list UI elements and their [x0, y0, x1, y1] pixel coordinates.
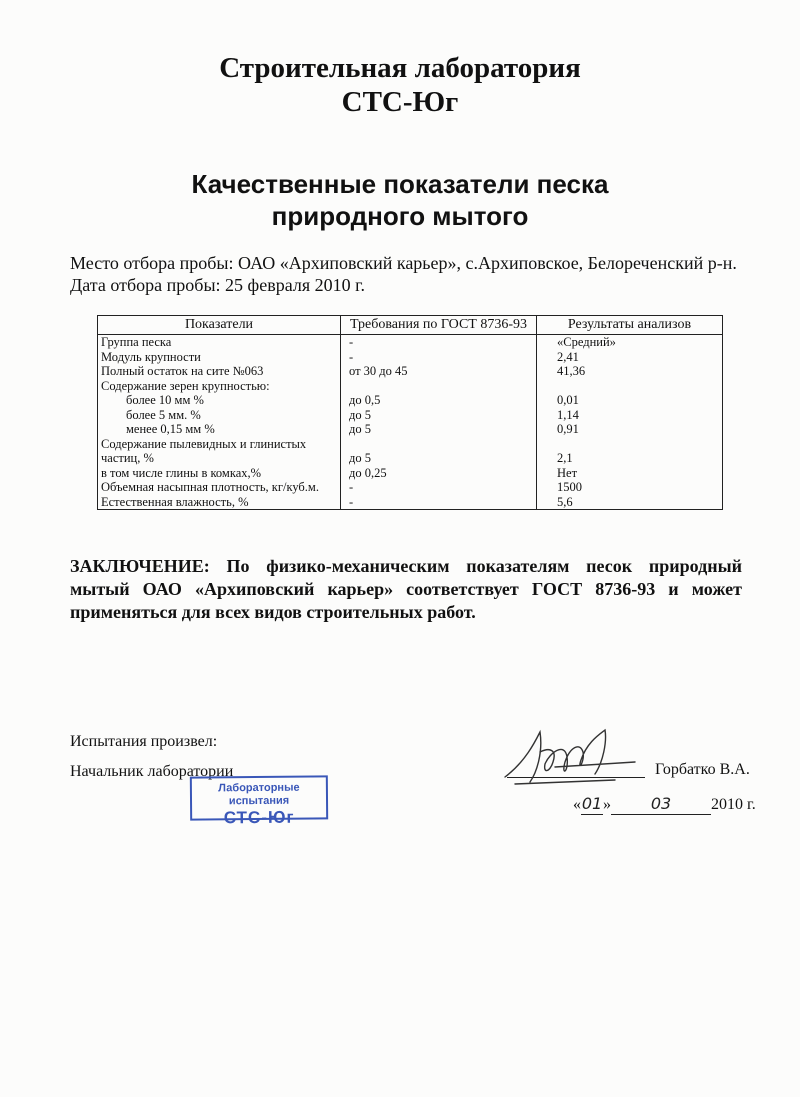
requirement-cell: - [341, 480, 537, 495]
result-cell: 2,1 [537, 451, 723, 466]
date-month: 03 [611, 794, 711, 815]
column-header-requirements: Требования по ГОСТ 8736-93 [341, 316, 537, 335]
column-header-results: Результаты анализов [537, 316, 723, 335]
indicator-cell: Объемная насыпная плотность, кг/куб.м. [98, 480, 341, 495]
result-cell: 1500 [537, 480, 723, 495]
stamp-line1: Лабораторные испытания [218, 781, 300, 808]
table-row [98, 437, 723, 452]
result-cell: «Средний» [537, 335, 723, 350]
conclusion-text: ЗАКЛЮЧЕНИЕ: По физико-механическим показателям песок природный мытый ОАО «Архиповский карьер» соответствует ГОСТ 8736-93 и может применяться для всех видов строительных работ. [70, 556, 742, 622]
column-header-indicators: Показатели [98, 316, 341, 335]
table-row [98, 364, 723, 379]
lab-name-line2: СТС-Юг [341, 86, 459, 118]
table-header-row [98, 316, 723, 335]
requirement-cell: - [341, 335, 537, 350]
table-row [98, 408, 723, 423]
requirement-cell: до 5 [341, 408, 537, 423]
document-title-line1: Качественные показатели песка [191, 169, 609, 199]
table-row [98, 451, 723, 466]
indicator-cell: Полный остаток на сите №063 [98, 364, 341, 379]
lab-name-line1: Строительная лаборатория [219, 52, 581, 84]
date-open-quote: « [573, 796, 581, 813]
result-cell [537, 437, 723, 452]
requirement-cell [341, 379, 537, 394]
result-cell: 0,01 [537, 393, 723, 408]
requirement-cell [341, 437, 537, 452]
indicator-cell: частиц, % [98, 451, 341, 466]
indicator-cell: Содержание зерен крупностью: [98, 379, 341, 394]
indicator-cell: Группа песка [98, 335, 341, 350]
requirement-cell: - [341, 495, 537, 510]
table-row [98, 495, 723, 510]
position-label: Начальник лаборатории [70, 763, 234, 780]
date-day: 01 [581, 794, 603, 813]
requirement-cell: до 0,25 [341, 466, 537, 481]
result-cell: 41,36 [537, 364, 723, 379]
indicator-cell: Содержание пылевидных и глинистых [98, 437, 341, 452]
result-cell [537, 379, 723, 394]
sample-date: Дата отбора пробы: 25 февраля 2010 г. [70, 275, 365, 295]
requirement-cell: до 0,5 [341, 393, 537, 408]
date-year: 2010 г. [711, 796, 756, 813]
requirement-cell: до 5 [341, 422, 537, 437]
indicator-cell: Естественная влажность, % [98, 495, 341, 510]
table-row [98, 350, 723, 365]
table-row [98, 379, 723, 394]
document-title-line2: природного мытого [271, 201, 529, 231]
indicator-cell: более 10 мм % [98, 393, 341, 408]
result-cell: 2,41 [537, 350, 723, 365]
requirement-cell: от 30 до 45 [341, 364, 537, 379]
table-row [98, 393, 723, 408]
result-cell: 1,14 [537, 408, 723, 423]
result-cell: Нет [537, 466, 723, 481]
table-row [98, 422, 723, 437]
result-cell: 0,91 [537, 422, 723, 437]
signature-date [573, 794, 756, 815]
requirement-cell: до 5 [341, 451, 537, 466]
signer-name: Горбатко В.А. [655, 761, 750, 778]
table-body [98, 335, 723, 510]
indicator-cell: Модуль крупности [98, 350, 341, 365]
sample-place: Место отбора пробы: ОАО «Архиповский карьер», с.Архиповское, Белореченский р-н. [70, 253, 737, 273]
handwritten-signature [495, 722, 645, 792]
indicator-cell: более 5 мм. % [98, 408, 341, 423]
requirement-cell: - [341, 350, 537, 365]
table-row [98, 335, 723, 350]
tested-by-label: Испытания произвел: [70, 733, 218, 750]
indicator-cell: в том числе глины в комках,% [98, 466, 341, 481]
table-row [98, 466, 723, 481]
stamp-line2: СТС-Юг [223, 807, 295, 828]
indicator-cell: менее 0,15 мм % [98, 422, 341, 437]
table-row [98, 480, 723, 495]
lab-stamp [190, 775, 328, 828]
result-cell: 5,6 [537, 495, 723, 510]
results-table [97, 315, 723, 510]
date-close-quote: » [603, 796, 611, 813]
